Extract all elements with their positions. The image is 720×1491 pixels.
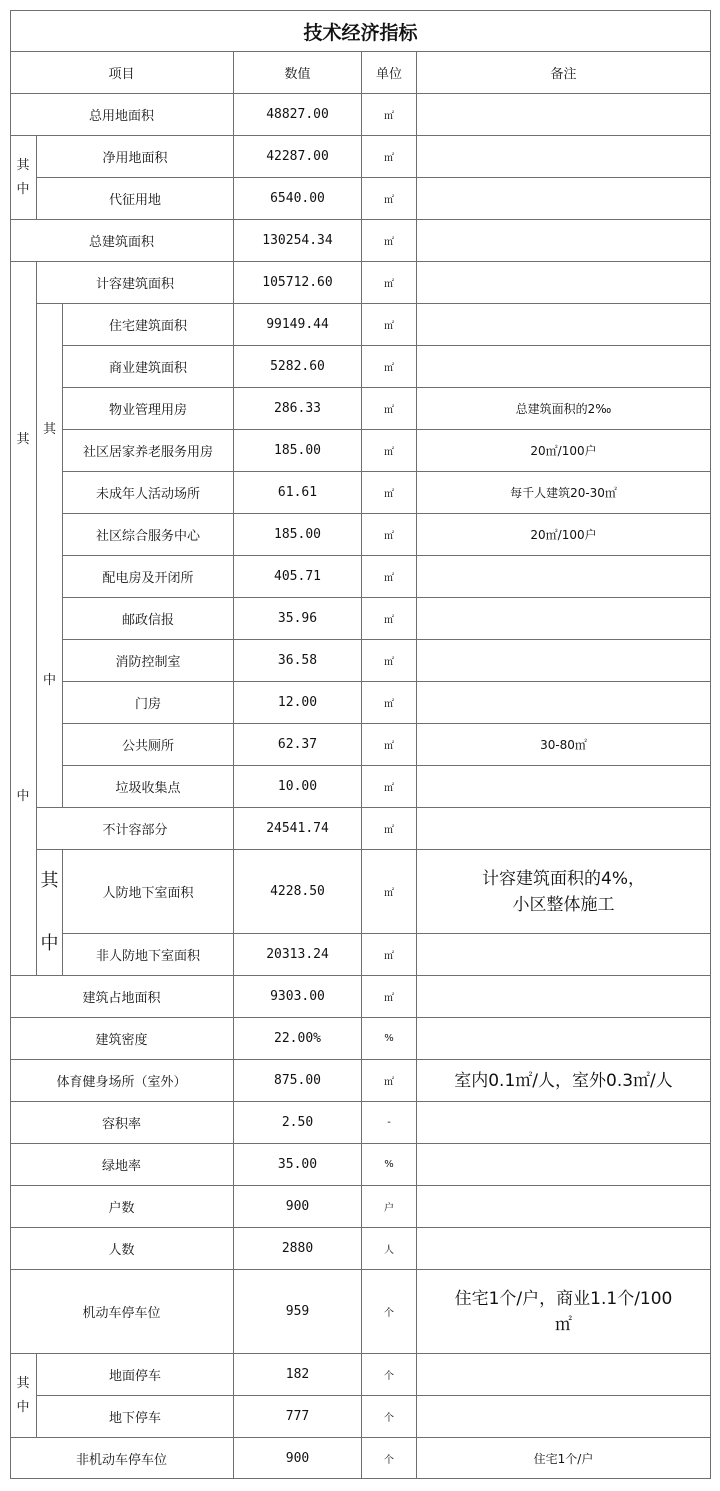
row-value: 2.50 (234, 1102, 362, 1144)
row-unit: 个 (362, 1270, 417, 1354)
row-unit: 户 (362, 1186, 417, 1228)
group-land-qizhong-char: 中 (16, 181, 30, 197)
row-value: 900 (234, 1438, 362, 1479)
row-note (417, 598, 711, 640)
row-unit: 人 (362, 1228, 417, 1270)
group-parking-qizhong (10, 1354, 37, 1438)
row-note (417, 808, 711, 850)
row-value: 20313.24 (234, 934, 362, 976)
row-label: 公共厕所 (63, 724, 234, 766)
row-note: 总建筑面积的2‰ (417, 388, 711, 430)
row-value: 24541.74 (234, 808, 362, 850)
row-label: 配电房及开闭所 (63, 556, 234, 598)
row-unit: ㎡ (362, 346, 417, 388)
row-label: 净用地面积 (37, 136, 234, 178)
row-note (417, 1018, 711, 1060)
row-label: 商业建筑面积 (63, 346, 234, 388)
row-note (417, 346, 711, 388)
group-uncounted-qizhong (37, 850, 63, 976)
row-unit: ㎡ (362, 556, 417, 598)
row-label: 总建筑面积 (10, 220, 234, 262)
group-building-qizhong (10, 262, 37, 976)
table-title: 技术经济指标 (10, 10, 711, 52)
row-unit: - (362, 1102, 417, 1144)
row-value: 185.00 (234, 430, 362, 472)
row-label: 非人防地下室面积 (63, 934, 234, 976)
row-value: 5282.60 (234, 346, 362, 388)
row-value: 35.96 (234, 598, 362, 640)
row-value: 286.33 (234, 388, 362, 430)
row-note (417, 220, 711, 262)
row-unit: ㎡ (362, 682, 417, 724)
row-value: 42287.00 (234, 136, 362, 178)
row-value: 36.58 (234, 640, 362, 682)
group-parking-qizhong-char: 其 (16, 1375, 30, 1391)
row-note (417, 682, 711, 724)
row-note (417, 640, 711, 682)
row-unit: ㎡ (362, 808, 417, 850)
row-label: 户数 (10, 1186, 234, 1228)
row-value: 182 (234, 1354, 362, 1396)
row-unit: % (362, 1144, 417, 1186)
row-note: 计容建筑面积的4%， 小区整体施工 (417, 850, 711, 934)
row-label: 总用地面积 (10, 94, 234, 136)
row-note (417, 178, 711, 220)
row-unit: ㎡ (362, 598, 417, 640)
row-note (417, 1102, 711, 1144)
row-note: 20㎡/100户 (417, 430, 711, 472)
row-unit: % (362, 1018, 417, 1060)
row-unit: ㎡ (362, 430, 417, 472)
row-value: 185.00 (234, 514, 362, 556)
row-label: 地面停车 (37, 1354, 234, 1396)
row-unit: ㎡ (362, 1060, 417, 1102)
row-label: 不计容部分 (37, 808, 234, 850)
group-building-qizhong-char: 中 (16, 788, 30, 804)
row-note (417, 556, 711, 598)
group-land-qizhong-char: 其 (16, 157, 30, 173)
row-unit: ㎡ (362, 220, 417, 262)
group-uncounted-qizhong-char: 其 (40, 870, 59, 892)
row-label: 人防地下室面积 (63, 850, 234, 934)
row-value: 959 (234, 1270, 362, 1354)
row-label: 社区居家养老服务用房 (63, 430, 234, 472)
row-label: 非机动车停车位 (10, 1438, 234, 1479)
row-label: 建筑占地面积 (10, 976, 234, 1018)
row-value: 22.00% (234, 1018, 362, 1060)
row-unit: ㎡ (362, 514, 417, 556)
row-note: 室内0.1㎡/人，室外0.3㎡/人 (417, 1060, 711, 1102)
row-note (417, 766, 711, 808)
row-value: 35.00 (234, 1144, 362, 1186)
row-unit: 个 (362, 1396, 417, 1438)
row-label: 建筑密度 (10, 1018, 234, 1060)
tech-economic-table (10, 10, 711, 1485)
row-value: 9303.00 (234, 976, 362, 1018)
row-value: 6540.00 (234, 178, 362, 220)
row-unit: ㎡ (362, 472, 417, 514)
row-label: 计容建筑面积 (37, 262, 234, 304)
row-unit: 个 (362, 1438, 417, 1479)
group-uncounted-qizhong-char: 中 (40, 932, 59, 954)
row-value: 99149.44 (234, 304, 362, 346)
row-label: 物业管理用房 (63, 388, 234, 430)
row-value: 4228.50 (234, 850, 362, 934)
group-counted-qizhong-char: 其 (42, 421, 56, 437)
row-unit: ㎡ (362, 388, 417, 430)
row-note: 30-80㎡ (417, 724, 711, 766)
row-label: 门房 (63, 682, 234, 724)
group-counted-qizhong-char: 中 (42, 673, 56, 689)
row-unit: ㎡ (362, 640, 417, 682)
group-counted-qizhong (37, 304, 63, 808)
header-unit: 单位 (362, 52, 417, 94)
row-unit: ㎡ (362, 304, 417, 346)
row-note (417, 1186, 711, 1228)
row-label: 社区综合服务中心 (63, 514, 234, 556)
row-note: 住宅1个/户 (417, 1438, 711, 1479)
row-label: 住宅建筑面积 (63, 304, 234, 346)
row-label: 绿地率 (10, 1144, 234, 1186)
row-label: 垃圾收集点 (63, 766, 234, 808)
row-value: 777 (234, 1396, 362, 1438)
header-value: 数值 (234, 52, 362, 94)
row-unit: ㎡ (362, 724, 417, 766)
row-unit: ㎡ (362, 934, 417, 976)
row-note: 每千人建筑20-30㎡ (417, 472, 711, 514)
row-value: 2880 (234, 1228, 362, 1270)
row-note (417, 304, 711, 346)
row-value: 12.00 (234, 682, 362, 724)
header-item: 项目 (10, 52, 234, 94)
row-note (417, 1144, 711, 1186)
row-label: 人数 (10, 1228, 234, 1270)
row-value: 130254.34 (234, 220, 362, 262)
row-value: 405.71 (234, 556, 362, 598)
row-note (417, 934, 711, 976)
row-note (417, 262, 711, 304)
row-note (417, 136, 711, 178)
row-label: 机动车停车位 (10, 1270, 234, 1354)
row-note (417, 1354, 711, 1396)
row-unit: ㎡ (362, 850, 417, 934)
group-parking-qizhong-char: 中 (16, 1399, 30, 1415)
row-value: 105712.60 (234, 262, 362, 304)
row-label: 消防控制室 (63, 640, 234, 682)
row-value: 48827.00 (234, 94, 362, 136)
row-value: 875.00 (234, 1060, 362, 1102)
row-note: 住宅1个/户，商业1.1个/100 ㎡ (417, 1270, 711, 1354)
group-building-qizhong-char: 其 (16, 432, 30, 448)
row-note (417, 94, 711, 136)
row-unit: ㎡ (362, 136, 417, 178)
row-value: 62.37 (234, 724, 362, 766)
row-value: 10.00 (234, 766, 362, 808)
row-note (417, 976, 711, 1018)
row-note (417, 1228, 711, 1270)
row-unit: ㎡ (362, 94, 417, 136)
row-label: 未成年人活动场所 (63, 472, 234, 514)
row-value: 61.61 (234, 472, 362, 514)
row-label: 代征用地 (37, 178, 234, 220)
row-value: 900 (234, 1186, 362, 1228)
row-note (417, 1396, 711, 1438)
header-note: 备注 (417, 52, 711, 94)
row-unit: ㎡ (362, 766, 417, 808)
row-label: 体育健身场所（室外） (10, 1060, 234, 1102)
group-land-qizhong (10, 136, 37, 220)
row-unit: ㎡ (362, 976, 417, 1018)
row-unit: ㎡ (362, 262, 417, 304)
row-unit: 个 (362, 1354, 417, 1396)
row-label: 邮政信报 (63, 598, 234, 640)
row-label: 容积率 (10, 1102, 234, 1144)
row-label: 地下停车 (37, 1396, 234, 1438)
row-unit: ㎡ (362, 178, 417, 220)
row-note: 20㎡/100户 (417, 514, 711, 556)
